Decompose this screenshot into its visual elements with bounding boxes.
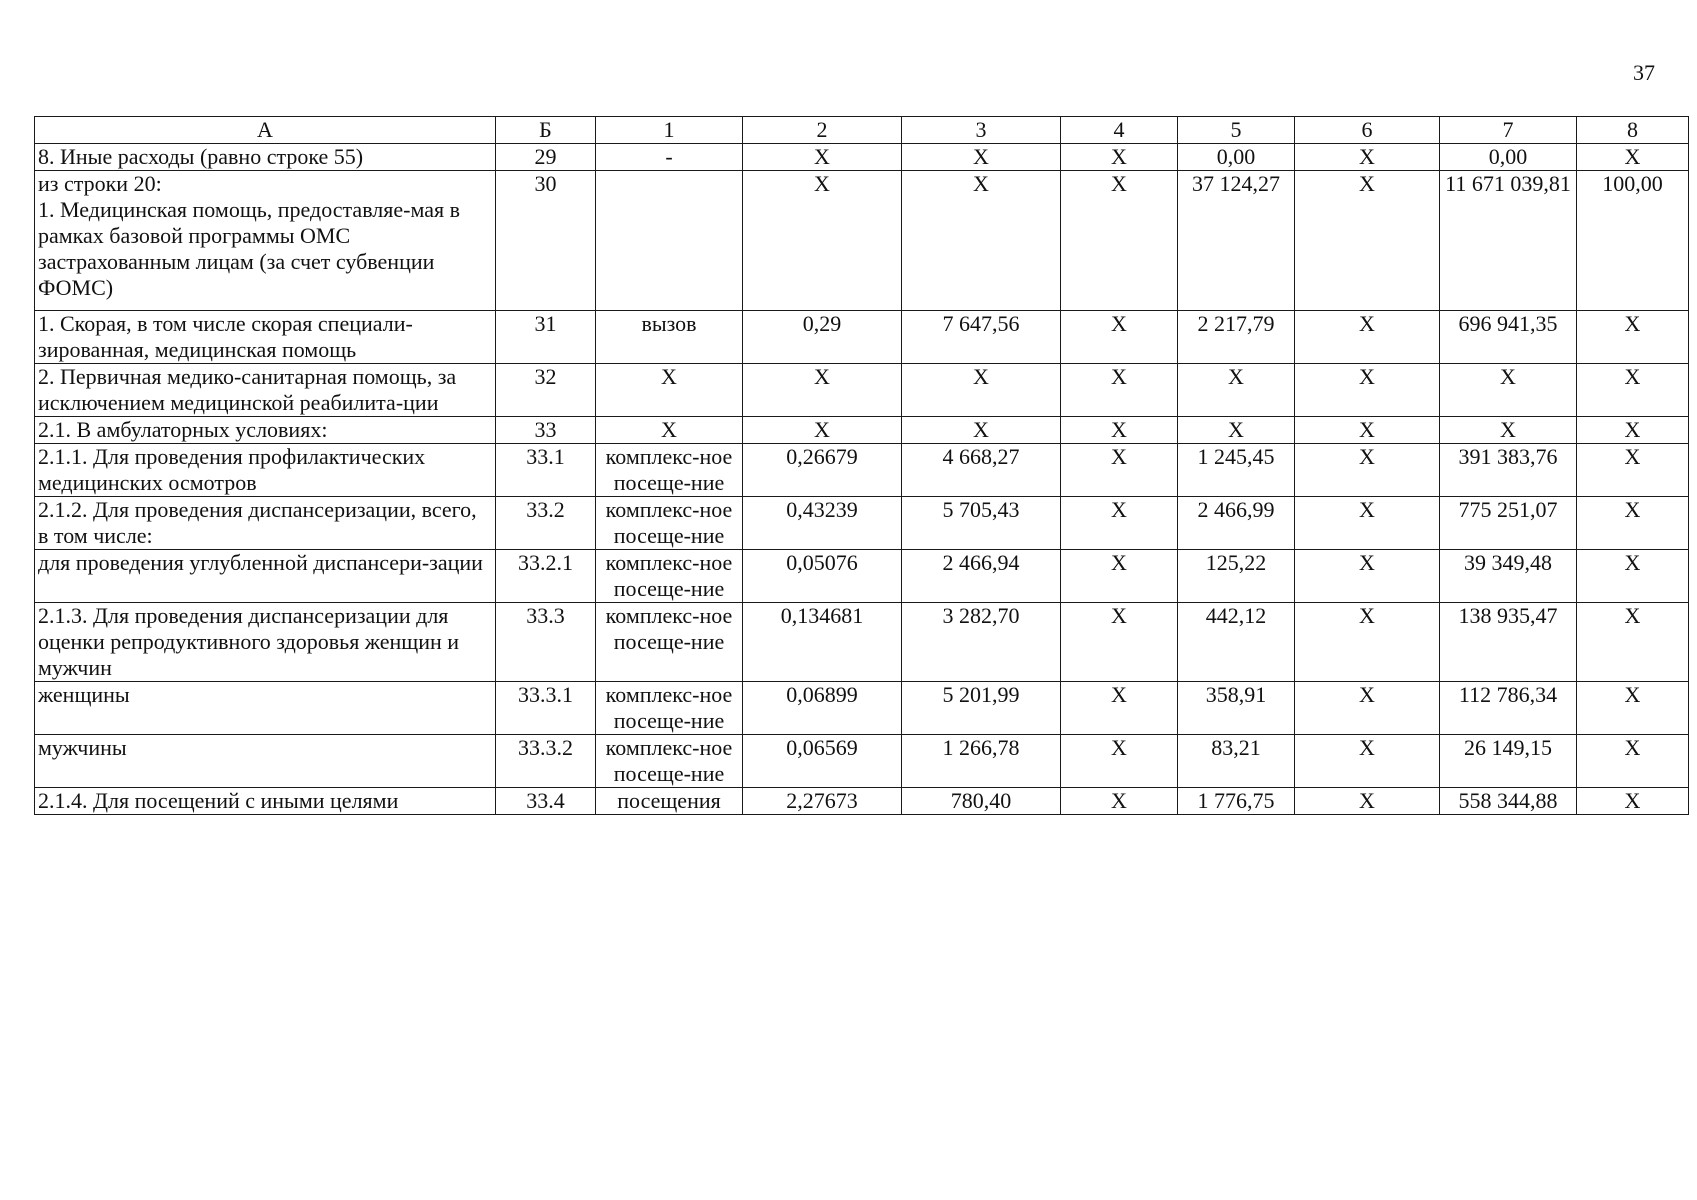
row-unit bbox=[596, 171, 743, 311]
row-unit: комплекс-ное посеще-ние bbox=[596, 550, 743, 603]
cell-col-8: Х bbox=[1577, 417, 1689, 444]
cell-col-2: 0,06569 bbox=[743, 735, 902, 788]
cell-col-5: 0,00 bbox=[1178, 144, 1295, 171]
row-code: 29 bbox=[496, 144, 596, 171]
cell-col-2: 0,26679 bbox=[743, 444, 902, 497]
row-code: 30 bbox=[496, 171, 596, 311]
column-header-3: 3 bbox=[902, 117, 1061, 144]
cell-col-7: 11 671 039,81 bbox=[1440, 171, 1577, 311]
cell-col-6: Х bbox=[1295, 497, 1440, 550]
cell-col-3: 5 201,99 bbox=[902, 682, 1061, 735]
cell-col-6: Х bbox=[1295, 682, 1440, 735]
cell-col-4: Х bbox=[1061, 550, 1178, 603]
cell-col-8: Х bbox=[1577, 497, 1689, 550]
cell-col-8: Х bbox=[1577, 788, 1689, 815]
column-header-1: 1 bbox=[596, 117, 743, 144]
cell-col-8: Х bbox=[1577, 364, 1689, 417]
cell-col-2: 2,27673 bbox=[743, 788, 902, 815]
cell-col-8: Х bbox=[1577, 444, 1689, 497]
row-code: 33.3.1 bbox=[496, 682, 596, 735]
row-code: 33.3 bbox=[496, 603, 596, 682]
row-unit: комплекс-ное посеще-ние bbox=[596, 603, 743, 682]
row-code: 32 bbox=[496, 364, 596, 417]
cell-col-3: 2 466,94 bbox=[902, 550, 1061, 603]
cell-col-4: Х bbox=[1061, 788, 1178, 815]
cell-col-3: 780,40 bbox=[902, 788, 1061, 815]
cell-col-3: 7 647,56 bbox=[902, 311, 1061, 364]
column-header-6: 6 bbox=[1295, 117, 1440, 144]
cell-col-7: 26 149,15 bbox=[1440, 735, 1577, 788]
cell-col-5: Х bbox=[1178, 417, 1295, 444]
cell-col-4: Х bbox=[1061, 682, 1178, 735]
cell-col-4: Х bbox=[1061, 417, 1178, 444]
row-name: 2.1.2. Для проведения диспансеризации, всего, в том числе: bbox=[35, 497, 496, 550]
cell-col-3: Х bbox=[902, 144, 1061, 171]
cell-col-2: 0,43239 bbox=[743, 497, 902, 550]
cell-col-3: Х bbox=[902, 171, 1061, 311]
table-row bbox=[35, 682, 1689, 735]
row-unit: - bbox=[596, 144, 743, 171]
cell-col-3: Х bbox=[902, 364, 1061, 417]
cell-col-3: 5 705,43 bbox=[902, 497, 1061, 550]
row-unit: комплекс-ное посеще-ние bbox=[596, 735, 743, 788]
cell-col-2: 0,06899 bbox=[743, 682, 902, 735]
row-name: 2.1.3. Для проведения диспансеризации для оценки репродуктивного здоровья женщин и мужчин bbox=[35, 603, 496, 682]
cell-col-7: 558 344,88 bbox=[1440, 788, 1577, 815]
cell-col-5: 358,91 bbox=[1178, 682, 1295, 735]
row-name: 2.1.4. Для посещений с иными целями bbox=[35, 788, 496, 815]
cell-col-2: 0,05076 bbox=[743, 550, 902, 603]
cell-col-8: Х bbox=[1577, 735, 1689, 788]
row-unit: комплекс-ное посеще-ние bbox=[596, 444, 743, 497]
cell-col-2: Х bbox=[743, 417, 902, 444]
cell-col-4: Х bbox=[1061, 171, 1178, 311]
cell-col-3: 1 266,78 bbox=[902, 735, 1061, 788]
row-code: 33.2.1 bbox=[496, 550, 596, 603]
column-header-4: 4 bbox=[1061, 117, 1178, 144]
row-unit: Х bbox=[596, 417, 743, 444]
row-code: 33 bbox=[496, 417, 596, 444]
table-row bbox=[35, 550, 1689, 603]
cell-col-4: Х bbox=[1061, 444, 1178, 497]
cell-col-4: Х bbox=[1061, 603, 1178, 682]
cell-col-2: 0,29 bbox=[743, 311, 902, 364]
cell-col-7: 39 349,48 bbox=[1440, 550, 1577, 603]
row-name: 8. Иные расходы (равно строке 55) bbox=[35, 144, 496, 171]
column-header-a: А bbox=[35, 117, 496, 144]
cell-col-4: Х bbox=[1061, 497, 1178, 550]
table-row bbox=[35, 444, 1689, 497]
row-name-cell bbox=[35, 171, 496, 311]
cell-col-5: 37 124,27 bbox=[1178, 171, 1295, 311]
header-row bbox=[35, 117, 1689, 144]
cell-col-8: Х bbox=[1577, 603, 1689, 682]
cell-col-7: 138 935,47 bbox=[1440, 603, 1577, 682]
column-header-8: 8 bbox=[1577, 117, 1689, 144]
row-code: 33.3.2 bbox=[496, 735, 596, 788]
row-name: мужчины bbox=[35, 735, 496, 788]
row-name: 2. Первичная медико-санитарная помощь, за исключением медицинской реабилита-ции bbox=[35, 364, 496, 417]
cell-col-3: 4 668,27 bbox=[902, 444, 1061, 497]
table-row bbox=[35, 497, 1689, 550]
row-name: для проведения углубленной диспансери-зации bbox=[35, 550, 496, 603]
table-row bbox=[35, 144, 1689, 171]
row-name: 2.1. В амбулаторных условиях: bbox=[35, 417, 496, 444]
cell-col-6: Х bbox=[1295, 144, 1440, 171]
cell-col-6: Х bbox=[1295, 735, 1440, 788]
row-name-sub: 1. Медицинская помощь, предоставляе-мая в рамках базовой программы ОМС застрахованным лицам (за счет субвенции ФОМС) bbox=[38, 197, 461, 300]
cell-col-7: 112 786,34 bbox=[1440, 682, 1577, 735]
table-row bbox=[35, 788, 1689, 815]
cell-col-7: 696 941,35 bbox=[1440, 311, 1577, 364]
row-name: 1. Скорая, в том числе скорая специали-зированная, медицинская помощь bbox=[35, 311, 496, 364]
cell-col-6: Х bbox=[1295, 171, 1440, 311]
row-name: из строки 20: bbox=[38, 171, 162, 196]
cell-col-3: 3 282,70 bbox=[902, 603, 1061, 682]
cell-col-5: 1 776,75 bbox=[1178, 788, 1295, 815]
cell-col-7: Х bbox=[1440, 417, 1577, 444]
table-row bbox=[35, 417, 1689, 444]
cell-col-4: Х bbox=[1061, 311, 1178, 364]
cell-col-6: Х bbox=[1295, 550, 1440, 603]
row-code: 33.4 bbox=[496, 788, 596, 815]
table-row bbox=[35, 735, 1689, 788]
cell-col-5: 2 466,99 bbox=[1178, 497, 1295, 550]
cell-col-4: Х bbox=[1061, 735, 1178, 788]
cell-col-2: Х bbox=[743, 171, 902, 311]
table-row bbox=[35, 603, 1689, 682]
cell-col-4: Х bbox=[1061, 364, 1178, 417]
cell-col-8: Х bbox=[1577, 550, 1689, 603]
cell-col-4: Х bbox=[1061, 144, 1178, 171]
row-code: 31 bbox=[496, 311, 596, 364]
cell-col-6: Х bbox=[1295, 417, 1440, 444]
cell-col-8: Х bbox=[1577, 682, 1689, 735]
cell-col-6: Х bbox=[1295, 788, 1440, 815]
cell-col-7: 0,00 bbox=[1440, 144, 1577, 171]
cell-col-8: Х bbox=[1577, 144, 1689, 171]
cell-col-5: 83,21 bbox=[1178, 735, 1295, 788]
row-unit: Х bbox=[596, 364, 743, 417]
table-row bbox=[35, 311, 1689, 364]
row-code: 33.2 bbox=[496, 497, 596, 550]
cell-col-5: Х bbox=[1178, 364, 1295, 417]
cell-col-6: Х bbox=[1295, 603, 1440, 682]
row-unit: комплекс-ное посеще-ние bbox=[596, 682, 743, 735]
cell-col-6: Х bbox=[1295, 311, 1440, 364]
cell-col-2: Х bbox=[743, 144, 902, 171]
table-row bbox=[35, 364, 1689, 417]
cell-col-3: Х bbox=[902, 417, 1061, 444]
cell-col-7: Х bbox=[1440, 364, 1577, 417]
cell-col-5: 442,12 bbox=[1178, 603, 1295, 682]
cell-col-2: 0,134681 bbox=[743, 603, 902, 682]
column-header-b: Б bbox=[496, 117, 596, 144]
cell-col-5: 1 245,45 bbox=[1178, 444, 1295, 497]
column-header-7: 7 bbox=[1440, 117, 1577, 144]
row-code: 33.1 bbox=[496, 444, 596, 497]
row-unit: посещения bbox=[596, 788, 743, 815]
row-name: 2.1.1. Для проведения профилактических медицинских осмотров bbox=[35, 444, 496, 497]
column-header-2: 2 bbox=[743, 117, 902, 144]
table-row bbox=[35, 171, 1689, 311]
cell-col-6: Х bbox=[1295, 364, 1440, 417]
cell-col-7: 391 383,76 bbox=[1440, 444, 1577, 497]
row-unit: вызов bbox=[596, 311, 743, 364]
expenses-table bbox=[34, 116, 1689, 815]
cell-col-5: 125,22 bbox=[1178, 550, 1295, 603]
cell-col-8: 100,00 bbox=[1577, 171, 1689, 311]
cell-col-6: Х bbox=[1295, 444, 1440, 497]
cell-col-2: Х bbox=[743, 364, 902, 417]
column-header-5: 5 bbox=[1178, 117, 1295, 144]
cell-col-7: 775 251,07 bbox=[1440, 497, 1577, 550]
page-number: 37 bbox=[1633, 60, 1655, 85]
row-unit: комплекс-ное посеще-ние bbox=[596, 497, 743, 550]
cell-col-8: Х bbox=[1577, 311, 1689, 364]
cell-col-5: 2 217,79 bbox=[1178, 311, 1295, 364]
row-name: женщины bbox=[35, 682, 496, 735]
